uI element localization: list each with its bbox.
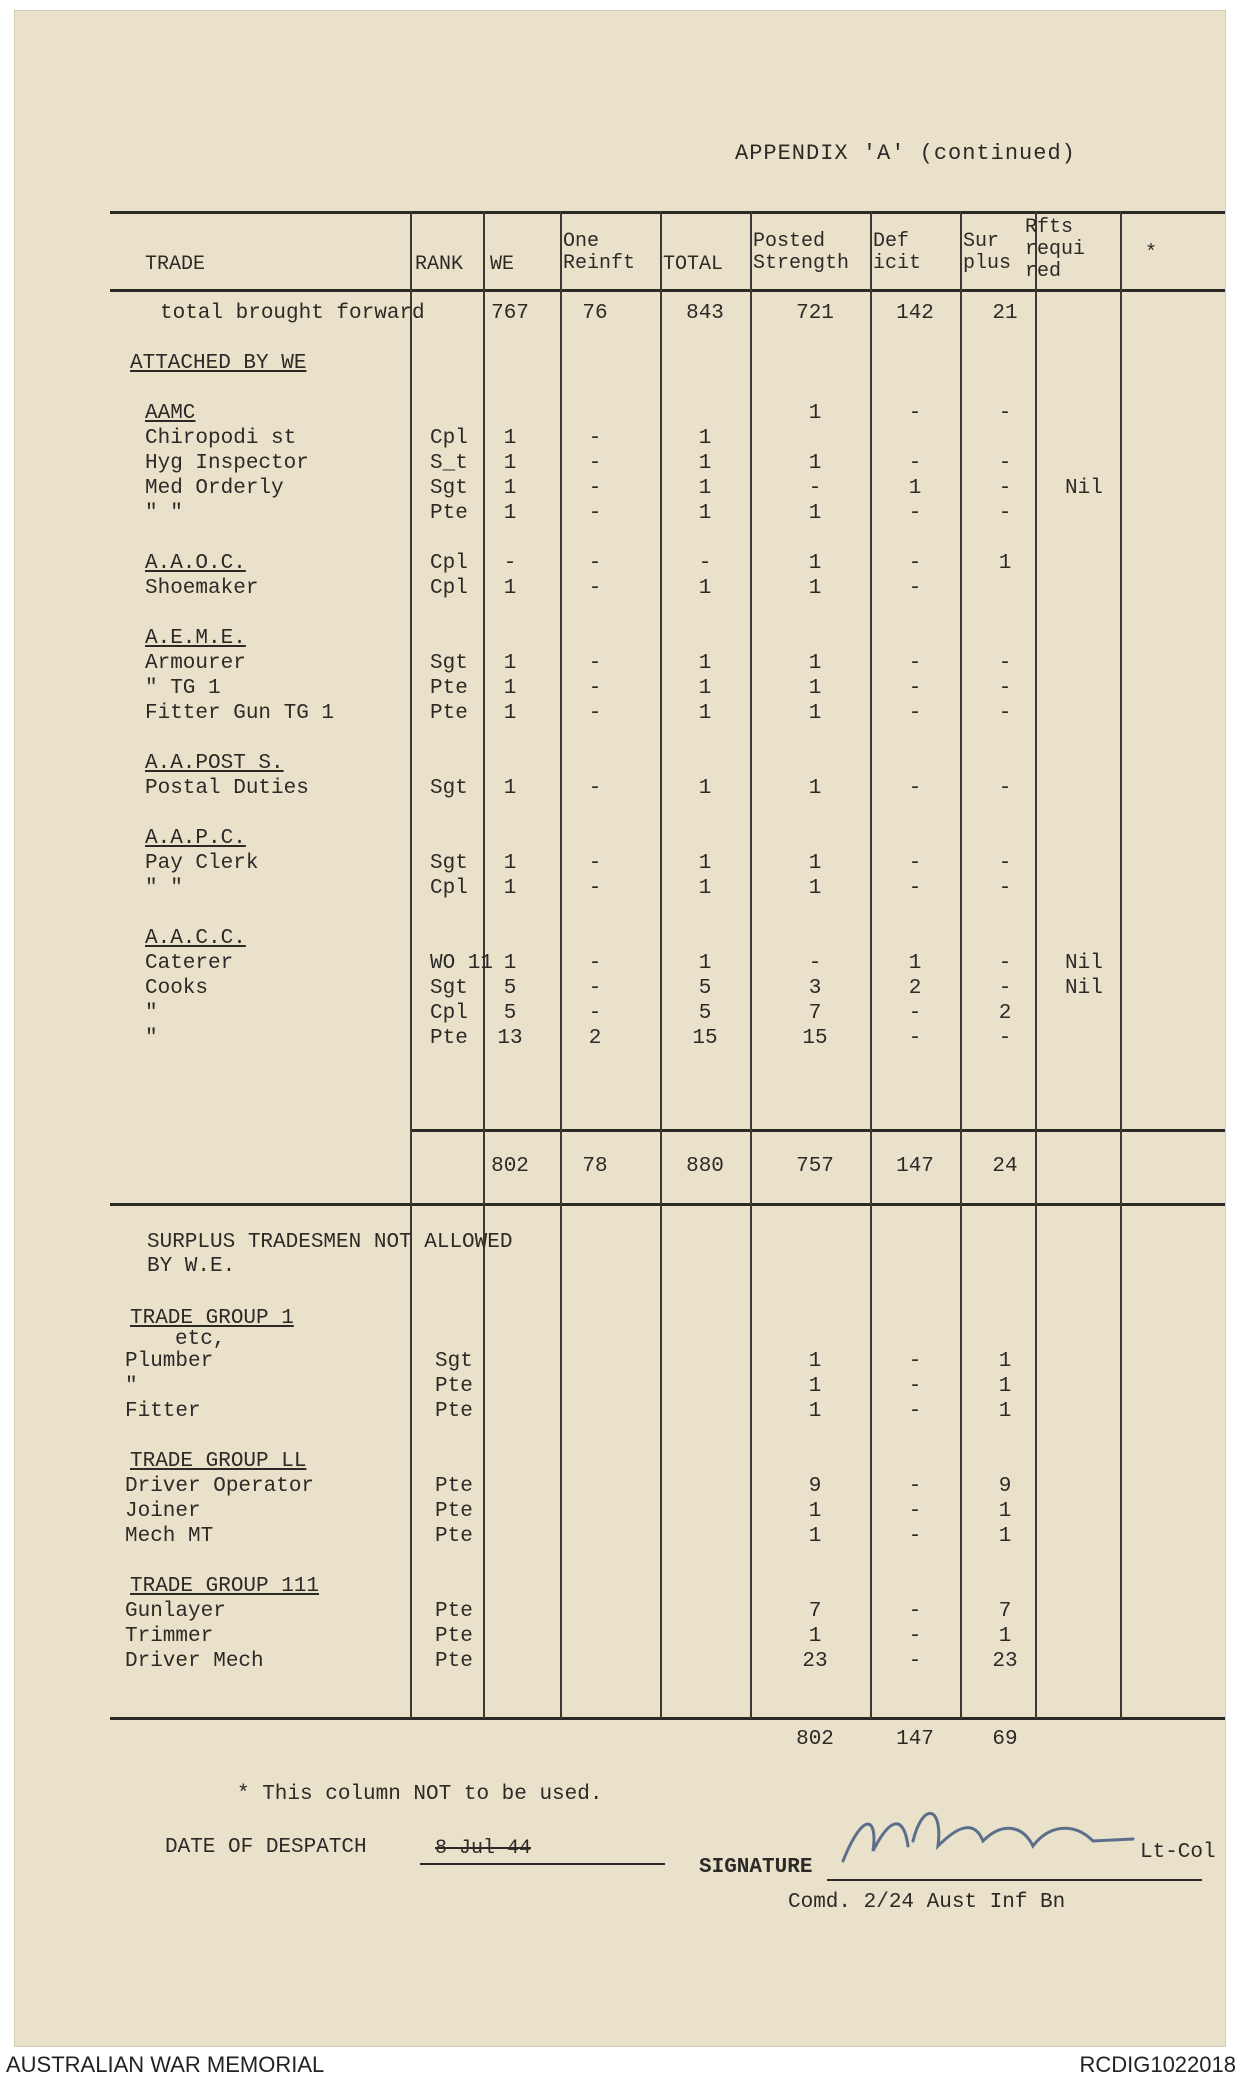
table-row-rank: Sgt bbox=[430, 852, 468, 875]
table-row-trade: Shoemaker bbox=[145, 577, 259, 600]
table-row-total: 15 bbox=[692, 1027, 718, 1050]
header-posted-strength: Posted Strength bbox=[753, 230, 850, 275]
column-divider bbox=[410, 211, 412, 1719]
table-row-trade: " TG 1 bbox=[145, 677, 221, 700]
trade-group-row-trade: Plumber bbox=[125, 1350, 214, 1373]
table-row-one-reinft: - bbox=[588, 952, 602, 975]
table-row-surplus: - bbox=[998, 677, 1012, 700]
subtotal-posted: 757 bbox=[796, 1155, 834, 1178]
table-row-deficit: - bbox=[908, 877, 922, 900]
table-row-surplus: - bbox=[998, 452, 1012, 475]
table-row-total: 1 bbox=[698, 677, 712, 700]
trade-group-row-trade: " bbox=[125, 1375, 138, 1398]
table-row-we: 1 bbox=[503, 652, 517, 675]
table-row-one-reinft: - bbox=[588, 852, 602, 875]
subtotal-one-reinft: 78 bbox=[582, 1155, 608, 1178]
table-row-one-reinft: 2 bbox=[588, 1027, 602, 1050]
table-row-trade: Cooks bbox=[145, 977, 209, 1000]
brought-forward-label: total brought forward bbox=[160, 302, 425, 325]
surplus-heading: SURPLUS TRADESMEN NOT ALLOWED BY W.E. bbox=[147, 1231, 513, 1278]
trade-group-title: TRADE GROUP 1 bbox=[130, 1307, 294, 1330]
column-divider bbox=[1120, 211, 1122, 1719]
table-row-surplus: - bbox=[998, 502, 1012, 525]
table-row-rfts: Nil bbox=[1065, 477, 1103, 500]
trade-group-row-rank: Pte bbox=[435, 1375, 473, 1398]
table-row-trade: Postal Duties bbox=[145, 777, 309, 800]
trade-group-title: TRADE GROUP LL bbox=[130, 1450, 307, 1473]
table-row-total: 1 bbox=[698, 952, 712, 975]
trade-group-row-surplus: 23 bbox=[992, 1650, 1018, 1673]
subtotal-bottom-rule bbox=[110, 1203, 1225, 1206]
trade-group-row-posted: 1 bbox=[808, 1350, 822, 1373]
table-row-deficit: - bbox=[908, 1002, 922, 1025]
header-star: * bbox=[1145, 242, 1158, 265]
column-divider bbox=[870, 211, 872, 1719]
table-row-trade: " bbox=[145, 1002, 158, 1025]
table-row-we: 1 bbox=[503, 952, 517, 975]
trade-group-row-posted: 1 bbox=[808, 1375, 822, 1398]
table-top-rule bbox=[110, 211, 1225, 214]
table-row-one-reinft: - bbox=[588, 452, 602, 475]
table-row-rank: Cpl bbox=[430, 427, 468, 450]
despatch-label: DATE OF DESPATCH bbox=[165, 1836, 367, 1859]
despatch-date: 8 Jul 44 bbox=[435, 1837, 532, 1860]
column-divider bbox=[960, 211, 962, 1719]
section-summary-deficit: - bbox=[908, 402, 922, 425]
header-trade: TRADE bbox=[145, 253, 206, 276]
brought-forward-posted: 721 bbox=[796, 302, 834, 325]
table-row-posted: 1 bbox=[808, 777, 822, 800]
column-divider bbox=[660, 211, 662, 1719]
table-row-rank: WO 11 bbox=[430, 952, 494, 975]
section-summary-surplus: 1 bbox=[998, 552, 1012, 575]
column-divider bbox=[560, 211, 562, 1719]
table-row-rank: Cpl bbox=[430, 877, 468, 900]
trade-group-row-rank: Sgt bbox=[435, 1350, 473, 1373]
section-summary-we: - bbox=[503, 552, 517, 575]
section-summary-posted: 1 bbox=[808, 552, 822, 575]
table-row-deficit: 1 bbox=[908, 477, 922, 500]
table-row-one-reinft: - bbox=[588, 477, 602, 500]
trade-group-row-rank: Pte bbox=[435, 1475, 473, 1498]
grand-total-deficit: 147 bbox=[896, 1728, 934, 1751]
table-row-rank: Pte bbox=[430, 702, 468, 725]
trade-group-row-deficit: - bbox=[908, 1525, 922, 1548]
table-row-deficit: - bbox=[908, 652, 922, 675]
table-row-surplus: - bbox=[998, 652, 1012, 675]
table-row-total: 1 bbox=[698, 652, 712, 675]
subtotal-deficit: 147 bbox=[896, 1155, 934, 1178]
table-row-rank: S_t bbox=[430, 452, 468, 475]
table-row-rank: Pte bbox=[430, 1027, 468, 1050]
trade-group-row-deficit: - bbox=[908, 1625, 922, 1648]
trade-group-row-rank: Pte bbox=[435, 1600, 473, 1623]
section-summary-one-reinft: - bbox=[588, 552, 602, 575]
table-row-surplus: - bbox=[998, 877, 1012, 900]
table-row-trade: Med Orderly bbox=[145, 477, 284, 500]
section-title: A.E.M.E. bbox=[145, 627, 246, 650]
brought-forward-one-reinft: 76 bbox=[582, 302, 608, 325]
trade-group-row-surplus: 1 bbox=[998, 1525, 1012, 1548]
trade-group-row-deficit: - bbox=[908, 1475, 922, 1498]
table-row-posted: 3 bbox=[808, 977, 822, 1000]
table-row-posted: 1 bbox=[808, 652, 822, 675]
table-row-we: 1 bbox=[503, 577, 517, 600]
table-row-surplus: 2 bbox=[998, 1002, 1012, 1025]
table-row-deficit: - bbox=[908, 452, 922, 475]
table-row-deficit: - bbox=[908, 852, 922, 875]
trade-group-row-trade: Driver Operator bbox=[125, 1475, 315, 1498]
table-row-one-reinft: - bbox=[588, 702, 602, 725]
document-page bbox=[14, 10, 1226, 2047]
table-row-we: 1 bbox=[503, 777, 517, 800]
trade-group-row-surplus: 1 bbox=[998, 1625, 1012, 1648]
table-bottom-rule bbox=[110, 1717, 1225, 1720]
table-row-rfts: Nil bbox=[1065, 952, 1103, 975]
table-row-surplus: - bbox=[998, 702, 1012, 725]
table-row-we: 5 bbox=[503, 977, 517, 1000]
table-row-total: 1 bbox=[698, 477, 712, 500]
table-row-total: 5 bbox=[698, 977, 712, 1000]
section-title: A.A.C.C. bbox=[145, 927, 246, 950]
section-title: A.A.O.C. bbox=[145, 552, 246, 575]
table-row-posted: 1 bbox=[808, 677, 822, 700]
trade-group-title: TRADE GROUP 111 bbox=[130, 1575, 320, 1598]
table-row-posted: - bbox=[808, 952, 822, 975]
grand-total-surplus: 69 bbox=[992, 1728, 1018, 1751]
table-row-total: 1 bbox=[698, 777, 712, 800]
table-row-trade: Pay Clerk bbox=[145, 852, 259, 875]
table-row-total: 1 bbox=[698, 877, 712, 900]
trade-group-row-posted: 1 bbox=[808, 1500, 822, 1523]
trade-group-row-surplus: 9 bbox=[998, 1475, 1012, 1498]
table-row-posted: 1 bbox=[808, 452, 822, 475]
trade-group-row-rank: Pte bbox=[435, 1500, 473, 1523]
table-row-surplus: - bbox=[998, 952, 1012, 975]
signature-underline bbox=[827, 1879, 1202, 1881]
brought-forward-total: 843 bbox=[686, 302, 724, 325]
trade-group-row-rank: Pte bbox=[435, 1625, 473, 1648]
table-row-we: 5 bbox=[503, 1002, 517, 1025]
trade-group-row-posted: 23 bbox=[802, 1650, 828, 1673]
table-row-we: 1 bbox=[503, 852, 517, 875]
column-divider bbox=[750, 211, 752, 1719]
header-rfts-required: Rfts requi red bbox=[1025, 216, 1086, 283]
table-row-trade: " bbox=[145, 1027, 158, 1050]
table-row-rank: Sgt bbox=[430, 652, 468, 675]
trade-group-row-posted: 9 bbox=[808, 1475, 822, 1498]
trade-group-row-posted: 1 bbox=[808, 1525, 822, 1548]
table-row-posted: 1 bbox=[808, 702, 822, 725]
table-row-deficit: 2 bbox=[908, 977, 922, 1000]
table-row-one-reinft: - bbox=[588, 652, 602, 675]
table-row-one-reinft: - bbox=[588, 1002, 602, 1025]
trade-group-row-rank: Pte bbox=[435, 1400, 473, 1423]
table-row-we: 1 bbox=[503, 477, 517, 500]
table-row-one-reinft: - bbox=[588, 502, 602, 525]
table-row-total: 1 bbox=[698, 427, 712, 450]
attached-heading: ATTACHED BY WE bbox=[130, 352, 307, 375]
trade-group-row-trade: Gunlayer bbox=[125, 1600, 226, 1623]
table-row-one-reinft: - bbox=[588, 677, 602, 700]
table-row-surplus: - bbox=[998, 777, 1012, 800]
table-row-one-reinft: - bbox=[588, 977, 602, 1000]
header-total: TOTAL bbox=[663, 253, 724, 276]
table-row-posted: 1 bbox=[808, 577, 822, 600]
table-row-we: 1 bbox=[503, 677, 517, 700]
section-summary-deficit: - bbox=[908, 552, 922, 575]
table-row-rank: Sgt bbox=[430, 477, 468, 500]
header-one-reinft: One Reinft bbox=[563, 230, 636, 275]
table-row-posted: 1 bbox=[808, 877, 822, 900]
section-title: A.A.P.C. bbox=[145, 827, 246, 850]
section-summary-total: - bbox=[698, 552, 712, 575]
table-row-total: 1 bbox=[698, 452, 712, 475]
trade-group-row-rank: Pte bbox=[435, 1525, 473, 1548]
header-we: WE bbox=[490, 253, 515, 276]
table-row-deficit: - bbox=[908, 1027, 922, 1050]
section-title: AAMC bbox=[145, 402, 196, 425]
header-deficit: Def icit bbox=[873, 230, 922, 275]
table-row-surplus: - bbox=[998, 477, 1012, 500]
trade-group-row-surplus: 7 bbox=[998, 1600, 1012, 1623]
signature-rank: Lt-Col bbox=[1140, 1841, 1216, 1864]
trade-group-row-deficit: - bbox=[908, 1350, 922, 1373]
table-row-deficit: - bbox=[908, 777, 922, 800]
trade-group-row-surplus: 1 bbox=[998, 1500, 1012, 1523]
table-row-we: 13 bbox=[497, 1027, 523, 1050]
table-row-surplus: - bbox=[998, 1027, 1012, 1050]
table-row-rank: Sgt bbox=[430, 977, 468, 1000]
subtotal-total: 880 bbox=[686, 1155, 724, 1178]
trade-group-row-trade: Fitter bbox=[125, 1400, 201, 1423]
section-rank: Cpl bbox=[430, 552, 468, 575]
subtotal-surplus: 24 bbox=[992, 1155, 1018, 1178]
footer-record-id: RCDIG1022018 bbox=[1079, 2052, 1236, 2077]
table-row-trade: Hyg Inspector bbox=[145, 452, 309, 475]
table-row-trade: Chiropodi st bbox=[145, 427, 297, 450]
trade-group-row-trade: Joiner bbox=[125, 1500, 201, 1523]
subtotal-we: 802 bbox=[491, 1155, 529, 1178]
table-row-one-reinft: - bbox=[588, 577, 602, 600]
table-row-posted: - bbox=[808, 477, 822, 500]
table-row-total: 1 bbox=[698, 502, 712, 525]
trade-group-row-surplus: 1 bbox=[998, 1400, 1012, 1423]
table-row-deficit: - bbox=[908, 577, 922, 600]
table-row-deficit: 1 bbox=[908, 952, 922, 975]
date-underline bbox=[420, 1863, 665, 1865]
table-row-total: 5 bbox=[698, 1002, 712, 1025]
trade-group-row-posted: 7 bbox=[808, 1600, 822, 1623]
table-row-we: 1 bbox=[503, 702, 517, 725]
table-row-we: 1 bbox=[503, 427, 517, 450]
footer-archive-name: AUSTRALIAN WAR MEMORIAL bbox=[6, 2052, 325, 2077]
table-row-one-reinft: - bbox=[588, 877, 602, 900]
trade-group-row-surplus: 1 bbox=[998, 1375, 1012, 1398]
table-row-deficit: - bbox=[908, 702, 922, 725]
table-row-posted: 7 bbox=[808, 1002, 822, 1025]
trade-group-row-deficit: - bbox=[908, 1650, 922, 1673]
table-row-we: 1 bbox=[503, 877, 517, 900]
table-row-posted: 1 bbox=[808, 852, 822, 875]
trade-group-row-deficit: - bbox=[908, 1500, 922, 1523]
section-summary-posted: 1 bbox=[808, 402, 822, 425]
table-row-surplus: - bbox=[998, 852, 1012, 875]
table-row-rank: Pte bbox=[430, 502, 468, 525]
section-title: A.A.POST S. bbox=[145, 752, 284, 775]
handwritten-signature bbox=[833, 1791, 1153, 1876]
table-row-deficit: - bbox=[908, 677, 922, 700]
trade-group-row-deficit: - bbox=[908, 1400, 922, 1423]
table-row-trade: Armourer bbox=[145, 652, 246, 675]
table-row-one-reinft: - bbox=[588, 427, 602, 450]
table-row-trade: " " bbox=[145, 877, 183, 900]
header-bottom-rule bbox=[110, 289, 1225, 292]
table-row-rank: Pte bbox=[430, 677, 468, 700]
section-summary-surplus: - bbox=[998, 402, 1012, 425]
table-row-surplus: - bbox=[998, 977, 1012, 1000]
command-line: Comd. 2/24 Aust Inf Bn bbox=[788, 1891, 1066, 1914]
trade-group-row-rank: Pte bbox=[435, 1650, 473, 1673]
table-row-total: 1 bbox=[698, 702, 712, 725]
table-row-we: 1 bbox=[503, 452, 517, 475]
table-row-posted: 15 bbox=[802, 1027, 828, 1050]
table-row-rank: Cpl bbox=[430, 1002, 468, 1025]
table-row-trade: Fitter Gun TG 1 bbox=[145, 702, 335, 725]
trade-group-row-deficit: - bbox=[908, 1375, 922, 1398]
footnote: * This column NOT to be used. bbox=[237, 1783, 603, 1806]
table-row-we: 1 bbox=[503, 502, 517, 525]
brought-forward-surplus: 21 bbox=[992, 302, 1018, 325]
trade-group-row-surplus: 1 bbox=[998, 1350, 1012, 1373]
signature-label: SIGNATURE bbox=[699, 1856, 813, 1879]
table-row-rfts: Nil bbox=[1065, 977, 1103, 1000]
header-rank: RANK bbox=[415, 253, 464, 276]
trade-group-row-posted: 1 bbox=[808, 1625, 822, 1648]
table-row-deficit: - bbox=[908, 502, 922, 525]
trade-group-row-trade: Trimmer bbox=[125, 1625, 214, 1648]
table-row-one-reinft: - bbox=[588, 777, 602, 800]
header-surplus: Sur plus bbox=[963, 230, 1012, 275]
brought-forward-deficit: 142 bbox=[896, 302, 934, 325]
trade-group-sub: etc, bbox=[175, 1328, 226, 1351]
brought-forward-we: 767 bbox=[491, 302, 529, 325]
column-divider bbox=[1035, 211, 1037, 1719]
trade-group-row-trade: Mech MT bbox=[125, 1525, 214, 1548]
table-row-trade: " " bbox=[145, 502, 183, 525]
table-row-total: 1 bbox=[698, 577, 712, 600]
trade-group-row-posted: 1 bbox=[808, 1400, 822, 1423]
table-row-posted: 1 bbox=[808, 502, 822, 525]
table-row-trade: Caterer bbox=[145, 952, 234, 975]
grand-total-posted: 802 bbox=[796, 1728, 834, 1751]
trade-group-row-trade: Driver Mech bbox=[125, 1650, 264, 1673]
table-row-rank: Sgt bbox=[430, 777, 468, 800]
subtotal-top-rule bbox=[410, 1129, 1225, 1132]
table-row-total: 1 bbox=[698, 852, 712, 875]
appendix-title: APPENDIX 'A' (continued) bbox=[735, 141, 1076, 166]
trade-group-row-deficit: - bbox=[908, 1600, 922, 1623]
table-row-rank: Cpl bbox=[430, 577, 468, 600]
